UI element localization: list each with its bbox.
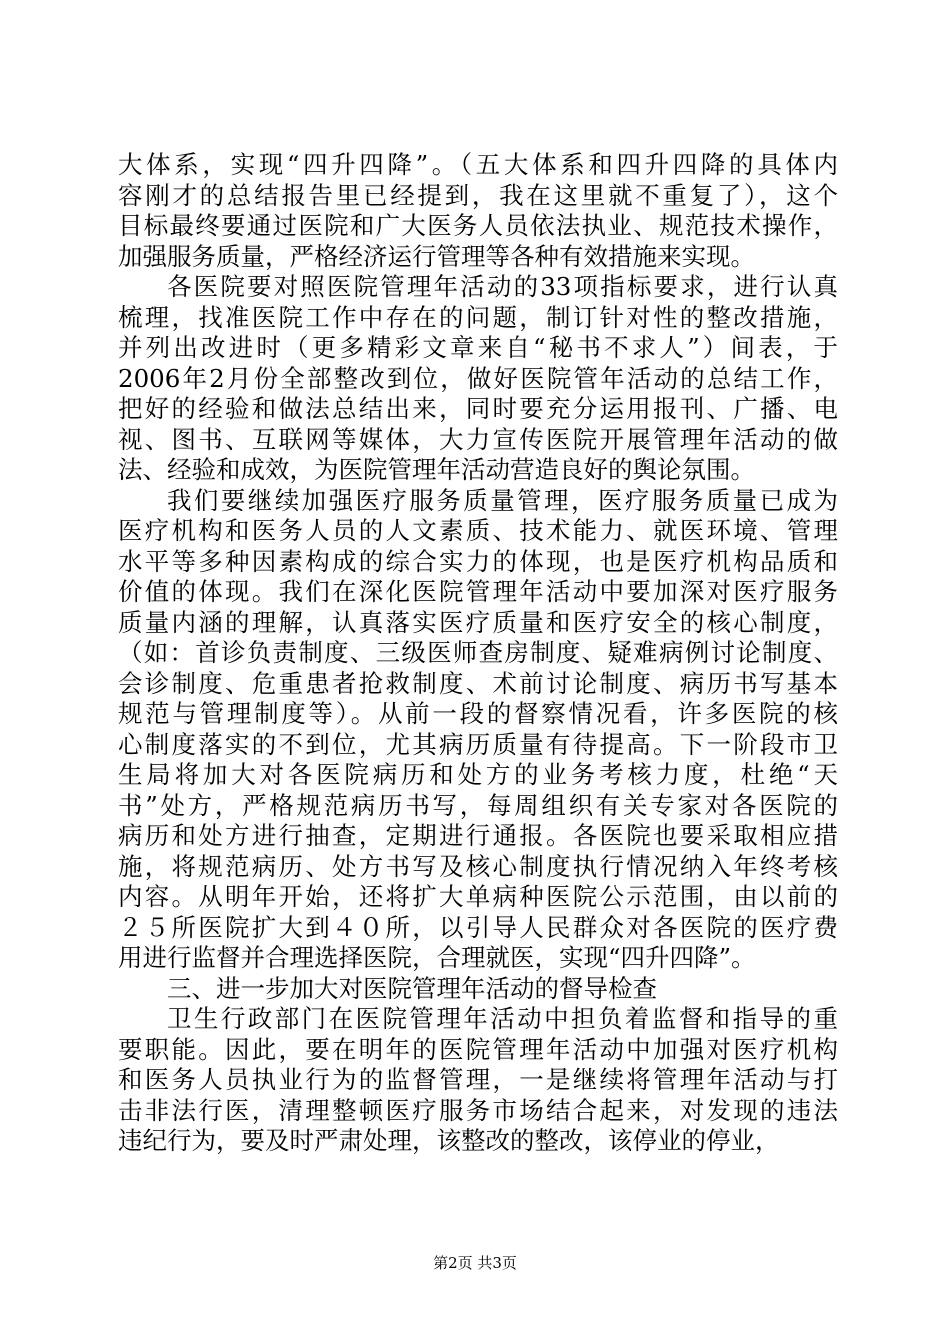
- text-line: 会诊制度、危重患者抢救制度、术前讨论制度、病历书写基本: [118, 668, 838, 698]
- text-line: 我们要继续加强医疗服务质量管理，医疗服务质量已成为: [167, 485, 838, 515]
- text-line: 质量内涵的理解，认真落实医疗质量和医疗安全的核心制度，: [118, 607, 838, 637]
- text-line: 用进行监督并合理选择医院，合理就医，实现“四升四降”。: [118, 943, 756, 972]
- text-line: 击非法行医，清理整顿医疗服务市场结合起来，对发现的违法: [118, 1095, 838, 1125]
- text-line: 加强服务质量，严格经济运行管理等各种有效措施来实现。: [118, 241, 755, 271]
- paragraph-2: [118, 272, 838, 486]
- text-line: 心制度落实的不到位，尤其病历质量有待提高。下一阶段市卫: [118, 729, 838, 759]
- paragraph-4: [118, 1004, 838, 1157]
- text-line: 卫生行政部门在医院管理年活动中担负着监督和指导的重: [167, 1004, 838, 1033]
- text-line: ２５所医院扩大到４０所，以引导人民群众对各医院的医疗费: [118, 912, 838, 942]
- text-line: 各医院要对照医院管理年活动的33项指标要求，进行认真: [167, 272, 838, 301]
- text-line: 施，将规范病历、处方书写及核心制度执行情况纳入年终考核: [118, 851, 838, 881]
- text-line: 大体系，实现“四升四降”。（五大体系和四升四降的具体内: [118, 150, 838, 179]
- text-line: 2006年2月份全部整改到位，做好医院管年活动的总结工作，: [118, 363, 838, 393]
- text-line: 把好的经验和做法总结出来，同时要充分运用报刊、广播、电: [118, 394, 838, 423]
- text-line: （如：首诊负责制度、三级医师查房制度、疑难病例讨论制度、: [118, 638, 838, 667]
- text-line: 目标最终要通过医院和广大医务人员依法执业、规范技术操作，: [118, 211, 838, 240]
- text-line: 法、经验和成效，为医院管理年活动营造良好的舆论氛围。: [118, 455, 755, 484]
- text-line: 容刚才的总结报告里已经提到，我在这里就不重复了），这个: [118, 180, 838, 210]
- text-line: 视、图书、互联网等媒体，大力宣传医院开展管理年活动的做: [118, 424, 838, 454]
- text-line: 书”处方，严格规范病历书写，每周组织有关专家对各医院的: [118, 790, 838, 820]
- text-line: 价值的体现。我们在深化医院管理年活动中要加深对医疗服务: [118, 577, 838, 606]
- section-heading: 三、进一步加大对医院管理年活动的督导检查: [167, 973, 657, 1003]
- text-line: 生局将加大对各医院病历和处方的业务考核力度，杜绝“天: [118, 760, 838, 789]
- text-line: 并列出改进时（更多精彩文章来自“秘书不求人”）间表，于: [118, 333, 838, 362]
- text-line: 和医务人员执业行为的监督管理，一是继续将管理年活动与打: [118, 1065, 838, 1094]
- text-line: 要职能。因此，要在明年的医院管理年活动中加强对医疗机构: [118, 1034, 838, 1064]
- text-line: 内容。从明年开始，还将扩大单病种医院公示范围，由以前的: [118, 882, 838, 911]
- page-number-footer: 第2页 共3页: [433, 1254, 517, 1272]
- document-body: [118, 150, 838, 1157]
- text-line: 医疗机构和医务人员的人文素质、技术能力、就医环境、管理: [118, 516, 838, 545]
- text-line: 病历和处方进行抽查，定期进行通报。各医院也要采取相应措: [118, 821, 838, 850]
- text-line: 违纪行为，要及时严肃处理，该整改的整改，该停业的停业，: [118, 1126, 780, 1155]
- paragraph-3: [118, 486, 838, 974]
- text-line: 规范与管理制度等）。从前一段的督察情况看，许多医院的核: [118, 699, 838, 728]
- paragraph-1: [118, 150, 838, 272]
- text-line: 水平等多种因素构成的综合实力的体现，也是医疗机构品质和: [118, 546, 838, 576]
- text-line: 梳理，找准医院工作中存在的问题，制订针对性的整改措施，: [118, 302, 838, 332]
